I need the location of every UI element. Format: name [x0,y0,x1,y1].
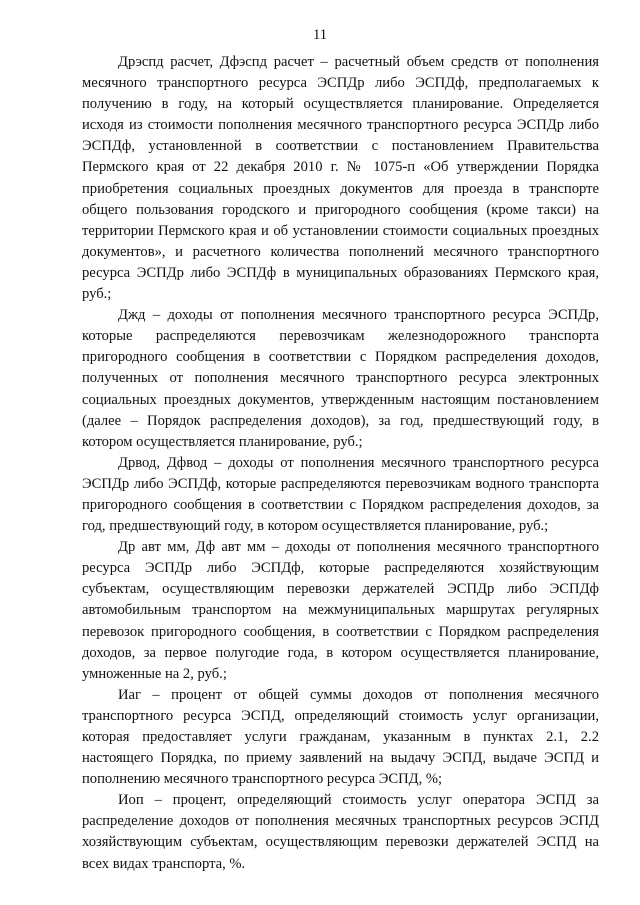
document-body [82,52,599,875]
paragraph-dresp-calc: Дрэспд расчет, Дфэспд расчет – расчетный объем средств от пополнения месячного транспортного ресурса ЭСПДр либо ЭСПДф, предполагаемых к получению в году, на который осуществляется планирование. Определяется исходя из стоимости пополнения месячного транспортного ресурса ЭСПДр либо ЭСПДф, установленной в соответствии с постановлением Правительства Пермского края от 22 декабря 2010 г. № 1075-п «Об утверждении Порядка приобретения социальных проездных документов для проезда в транспорте общего пользования городского и пригородного сообщения (кроме такси) на территории Пермского края и об установлении стоимости социальных проездных документов», и расчетного количества пополнений месячного транспортного ресурса ЭСПДр либо ЭСПДф в муниципальных образованиях Пермского края, руб.; [82,54,599,303]
paragraph-iop: Иоп – процент, определяющий стоимость услуг оператора ЭСПД за распределение доходов от пополнения месячных транспортных ресурсов ЭСПД хозяйствующим субъектам, осуществляющим перевозки держателей ЭСПД на всех видах транспорта, %. [82,792,599,872]
page-number: 11 [312,27,328,43]
paragraph-dvod: Дрвод, Дфвод – доходы от пополнения месячного транспортного ресурса ЭСПДр либо ЭСПДф, которые распределяются перевозчикам водного транспорта пригородного сообщения в соответствии с Порядком распределения доходов, за год, предшествующий году, в котором осуществляется планирование, руб.; [82,454,599,535]
paragraph-davt-mm: Др авт мм, Дф авт мм – доходы от пополнения месячного транспортного ресурса ЭСПДр либо ЭСПДф, которые распределяются хозяйствующим субъектам, осуществляющим перевозки держателей ЭСПДр либо ЭСПДф автомобильным транспортом на межмуниципальных маршрутах регулярных перевозок пригородного сообщения, в соответствии с Порядком распределения доходов, за первое полугодие года, в котором осуществляется планирование, умноженные на 2, руб.; [82,539,599,682]
paragraph-dzhd: Джд – доходы от пополнения месячного транспортного ресурса ЭСПДр, которые распределяются перевозчикам железнодорожного транспорта пригородного сообщения в соответствии с Порядком распределения доходов, полученных от пополнения месячного транспортного ресурса электронных социальных проездных документов, утвержденным настоящим постановлением (далее – Порядок распределения доходов), за год, предшествующий году, в котором осуществляется планирование, руб.; [82,307,599,450]
paragraph-iag: Иаг – процент от общей суммы доходов от пополнения месячного транспортного ресурса ЭСПД, определяющий стоимость услуг организации, которая предоставляет услуги гражданам, указанным в пунктах 2.1, 2.2 настоящего Порядка, по приему заявлений на выдачу ЭСПД, выдаче ЭСПД и пополнению месячного транспортного ресурса ЭСПД, %; [82,686,599,788]
